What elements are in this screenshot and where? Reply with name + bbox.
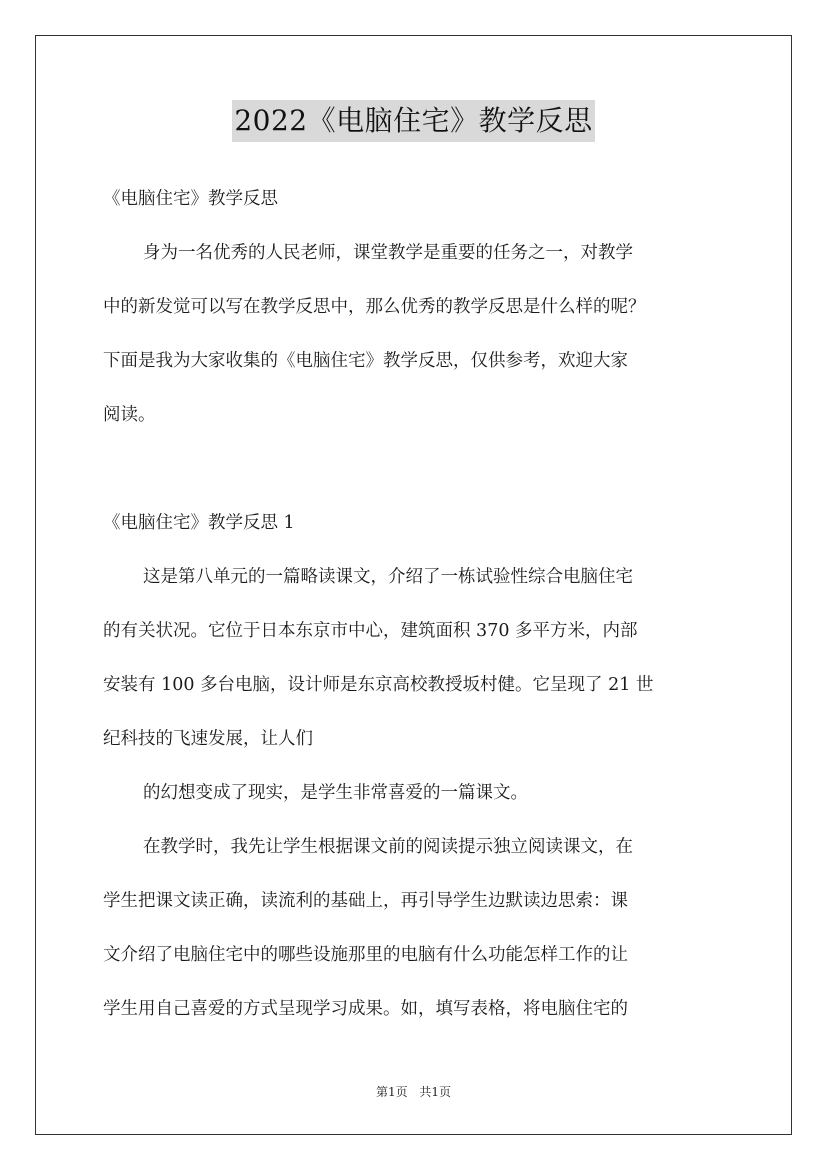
title-area <box>0 100 827 142</box>
text-line: 这是第八单元的一篇略读课文，介绍了一栋试验性综合电脑住宅 <box>143 567 633 587</box>
page-total: 共1页 <box>419 1085 452 1099</box>
text-line: 身为一名优秀的人民老师，课堂教学是重要的任务之一，对教学 <box>143 243 633 263</box>
text-line: 《电脑住宅》教学反思 <box>103 189 278 209</box>
text-line: 文介绍了电脑住宅中的哪些设施那里的电脑有什么功能怎样工作的让 <box>103 945 628 965</box>
text-line: 安装有 100 多台电脑，设计师是东京高校教授坂村健。它呈现了 21 世 <box>103 675 654 695</box>
page-footer <box>0 1083 827 1101</box>
text-line: 的幻想变成了现实，是学生非常喜爱的一篇课文。 <box>143 783 528 803</box>
paragraph-gap <box>103 442 728 496</box>
document-body <box>103 172 728 1036</box>
text-line: 在教学时，我先让学生根据课文前的阅读提示独立阅读课文，在 <box>143 837 633 857</box>
document-title: 2022《电脑住宅》教学反思 <box>232 100 594 142</box>
text-line: 学生用自己喜爱的方式呈现学习成果。如，填写表格，将电脑住宅的 <box>103 999 628 1019</box>
text-line: 阅读。 <box>103 405 156 425</box>
text-line: 中的新发觉可以写在教学反思中，那么优秀的教学反思是什么样的呢？ <box>103 297 646 317</box>
text-line: 下面是我为大家收集的《电脑住宅》教学反思，仅供参考，欢迎大家 <box>103 351 628 371</box>
text-line: 纪科技的飞速发展，让人们 <box>103 729 313 749</box>
text-line: 的有关状况。它位于日本东京市中心，建筑面积 370 多平方米，内部 <box>103 621 638 641</box>
page-number: 第1页 <box>375 1085 408 1099</box>
text-line: 《电脑住宅》教学反思 1 <box>103 513 295 533</box>
text-line: 学生把课文读正确，读流利的基础上，再引导学生边默读边思索：课 <box>103 891 628 911</box>
